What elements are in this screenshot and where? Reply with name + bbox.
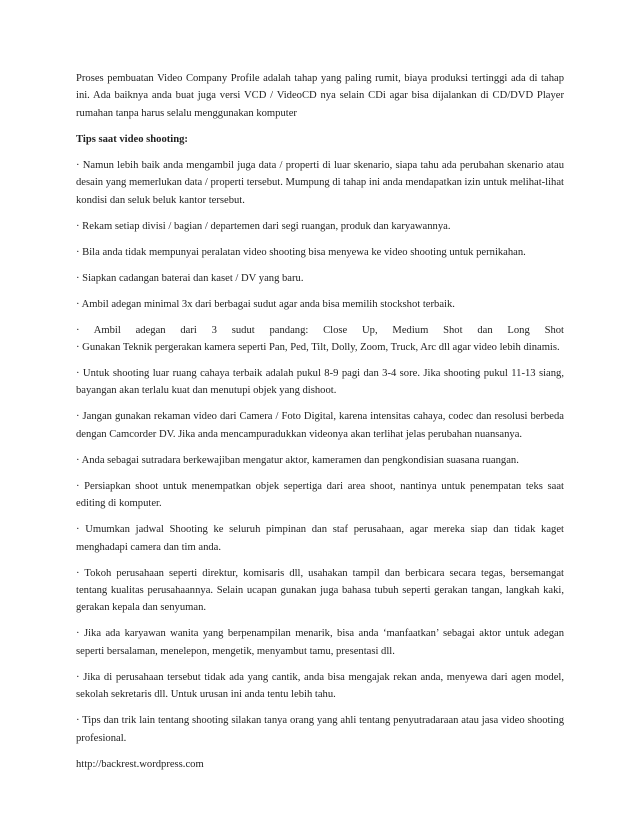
intro-paragraph: Proses pembuatan Video Company Profile adalah tahap yang paling rumit, biaya produksi tertinggi ada di tahap ini. Ada baiknya anda buat juga versi VCD / VideoCD nya selain CDi agar bisa dijalankan di CD/DVD Player rumahan tanpa harus selalu menggunakan komputer [76, 73, 564, 119]
tip-item: · Jika ada karyawan wanita yang berpenampilan menarik, bisa anda ‘manfaatkan’ sebagai aktor untuk adegan seperti bersalaman, menelepon, mengetik, menyambut tamu, presentasi dll. [76, 628, 564, 657]
tip-item: · Ambil adegan dari 3 sudut pandang: Close Up, Medium Shot dan Long Shot [76, 324, 564, 336]
tip-item: · Ambil adegan minimal 3x dari berbagai sudut agar anda bisa memilih stockshot terbaik. [76, 298, 455, 310]
document-page [76, 70, 564, 773]
tip-item: · Tips dan trik lain tentang shooting silakan tanya orang yang ahli tentang penyutradaraan atau jasa video shooting profesional. [76, 715, 564, 744]
tip-item: · Jika di perusahaan tersebut tidak ada yang cantik, anda bisa mengajak rekan anda, menyewa dari agen model, sekolah sekretaris dll. Untuk urusan ini anda tentu lebih tahu. [76, 671, 564, 701]
tip-item: · Bila anda tidak mempunyai peralatan video shooting bisa menyewa ke video shooting untuk pernikahan. [76, 246, 526, 258]
tip-item: · Siapkan cadangan baterai dan kaset / DV yang baru. [76, 272, 304, 284]
tip-item: · Persiapkan shoot untuk menempatkan objek sepertiga dari area shoot, nantinya untuk penempatan teks saat editing di komputer. [76, 480, 564, 510]
tip-item: · Anda sebagai sutradara berkewajiban mengatur aktor, kameramen dan pengkondisian suasana ruangan. [76, 454, 519, 466]
tip-item: · Untuk shooting luar ruang cahaya terbaik adalah pukul 8-9 pagi dan 3-4 sore. Jika shooting pukul 11-13 siang, bayangan akan terlalu kuat dan menutupi objek yang dishoot. [76, 368, 564, 397]
tip-item: · Jangan gunakan rekaman video dari Camera / Foto Digital, karena intensitas cahaya, codec dan resolusi berbeda dengan Camcorder DV. Jika anda mencampuradukkan videonya akan terlihat jelas perubahan nuansanya. [76, 411, 564, 440]
tip-item: · Gunakan Teknik pergerakan kamera seperti Pan, Ped, Tilt, Dolly, Zoom, Truck, Arc dll agar video lebih dinamis. [76, 342, 560, 354]
tip-item: · Namun lebih baik anda mengambil juga data / properti di luar skenario, siapa tahu ada perubahan skenario atau desain yang memerlukan data / properti tersebut. Mumpung di tahap ini anda mendapatkan izin untuk melihat-lihat kondisi dan seluk beluk kantor tersebut. [76, 159, 564, 206]
tip-item: · Tokoh perusahaan seperti direktur, komisaris dll, usahakan tampil dan berbicara secara tegas, bersemangat tentang kualitas perusahaannya. Selain ucapan gunakan juga bahasa tubuh seperti gerakan tangan, langkah kaki, gerakan kepala dan senyuman. [76, 567, 564, 614]
tips-heading: Tips saat video shooting: [76, 133, 188, 145]
tip-item: · Rekam setiap divisi / bagian / departemen dari segi ruangan, produk dan karyawannya. [76, 220, 451, 232]
tip-item: · Umumkan jadwal Shooting ke seluruh pimpinan dan staf perusahaan, agar mereka siap dan tidak kaget menghadapi camera dan tim anda. [76, 524, 564, 553]
source-link[interactable]: http://backrest.wordpress.com [76, 758, 204, 770]
